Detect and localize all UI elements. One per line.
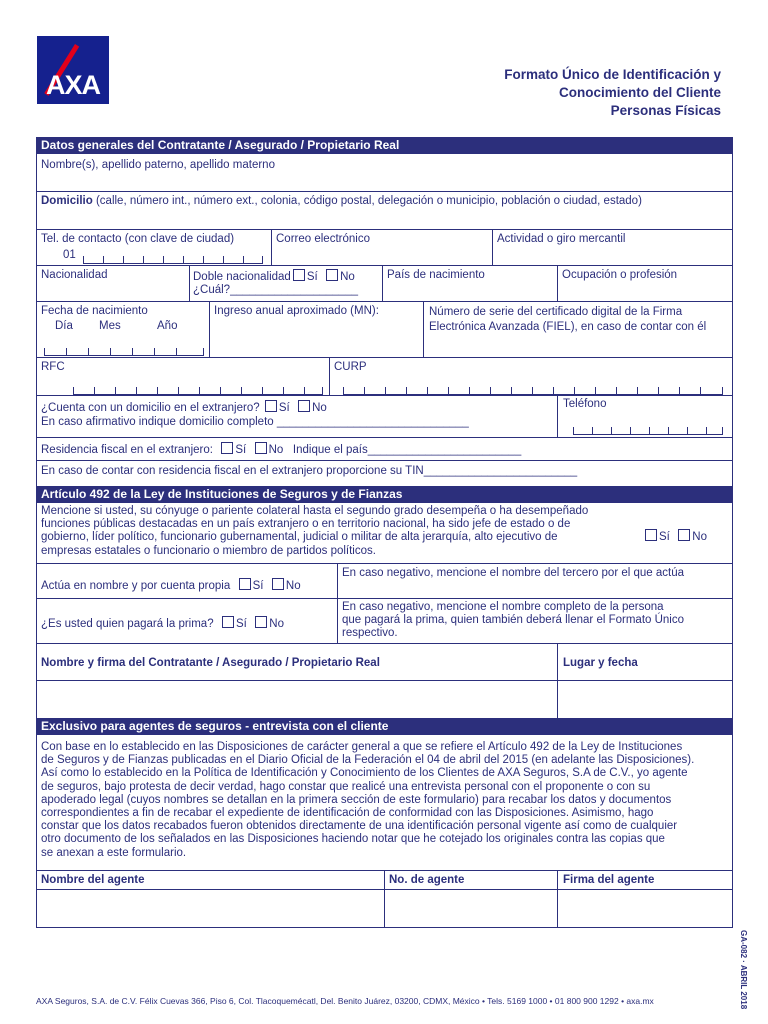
no-label: No	[269, 618, 284, 630]
divider	[36, 680, 733, 681]
mencione-line-1: Mencione si usted, su cónyuge o pariente colateral hasta el segundo grado desempeña o ha desempeñado	[41, 505, 589, 517]
divider	[271, 229, 272, 265]
residencia-fiscal	[41, 442, 521, 456]
agent-paragraph-line: correspondientes a fin de recabar el expediente de identificación de conformidad con las Disposiciones. Asimismo, hago	[41, 807, 654, 820]
si-label: Sí	[278, 402, 290, 414]
divider	[36, 889, 733, 890]
pep-si-checkbox[interactable]	[645, 529, 657, 541]
negativo-pagara-paragraph	[342, 601, 728, 641]
agent-paragraph-line: Así como lo establecido en la Política de Identificación y Conocimiento de los Clientes de AXA Seguros, S.A de C.V., yo agente	[41, 767, 688, 780]
agent-paragraph-line: otro documento de los señalados en las Disposiciones haciendo notar que he cotejado los originales contra las copias que	[41, 833, 665, 846]
negativo-tercero-label: En caso negativo, mencione el nombre del tercero por el que actúa	[342, 567, 685, 579]
extranjero-si-checkbox[interactable]	[265, 400, 277, 412]
residencia-si-checkbox[interactable]	[221, 442, 233, 454]
pagara-no-checkbox[interactable]	[255, 616, 267, 628]
title-line-2: Conocimiento del Cliente	[558, 85, 721, 100]
si-label: Sí	[659, 531, 670, 543]
pagara-label: ¿Es usted quien pagará la prima?	[41, 618, 214, 630]
neg-pagara-line-2: que pagará la prima, quien también deberá llenar el Formato Único	[342, 614, 685, 627]
title-line-3: Personas Físicas	[610, 103, 721, 118]
divider	[189, 265, 190, 301]
anio-label: Año	[157, 320, 178, 332]
telefono-label: Teléfono	[563, 398, 607, 410]
ocupacion-label: Ocupación o profesión	[562, 269, 678, 281]
frame-left	[36, 137, 37, 928]
actua-row	[41, 578, 301, 592]
divider	[36, 395, 733, 396]
actua-si-checkbox[interactable]	[239, 578, 251, 590]
footer-address: AXA Seguros, S.A. de C.V. Félix Cuevas 366, Piso 6, Col. Tlacoquemécatl, Del. Benito Juárez, 03200, CDMX, México • Tels. 5169 1000 • 01 800 900 1292 • axa.mx	[36, 996, 654, 1006]
si-label: Sí	[235, 444, 247, 456]
neg-pagara-line-1: En caso negativo, mencione el nombre completo de la persona	[342, 601, 664, 613]
firma-contratante-label: Nombre y firma del Contratante / Asegurado / Propietario Real	[41, 657, 380, 669]
mes-label: Mes	[99, 320, 121, 332]
nombre-agente-label: Nombre del agente	[41, 874, 145, 886]
divider	[492, 229, 493, 265]
tin-label: En caso de contar con residencia fiscal en el extranjero proporcione su TIN________________________	[41, 465, 578, 477]
doble-nac-si-checkbox[interactable]	[293, 269, 305, 281]
tel-prefix: 01	[63, 249, 76, 261]
curp-ticks	[343, 386, 723, 395]
agent-paragraph	[41, 741, 729, 860]
tel-ticks	[83, 255, 263, 264]
agent-paragraph-line: de seguros, bajo protesta de decir verdad, hago constar que realicé una entrevista personal con el proponente o con su	[41, 780, 651, 793]
pagara-si-checkbox[interactable]	[222, 616, 234, 628]
nacionalidad-label: Nacionalidad	[41, 269, 108, 281]
form-code: GA-082 · ABRIL 2018	[739, 930, 748, 1010]
ingreso-label: Ingreso anual aproximado (MN):	[214, 305, 379, 317]
title-line-1: Formato Único de Identificación y	[504, 67, 721, 82]
domicilio-desc: (calle, número int., número ext., colonia, código postal, delegación o municipio, población o ciudad, estado)	[95, 195, 642, 207]
divider	[36, 229, 733, 230]
divider	[423, 301, 424, 357]
no-label: No	[692, 531, 707, 543]
correo-label: Correo electrónico	[276, 233, 370, 245]
divider	[209, 301, 210, 357]
doble-nac-no-checkbox[interactable]	[326, 269, 338, 281]
si-label: Sí	[236, 618, 247, 630]
neg-pagara-line-3: respectivo.	[342, 627, 398, 640]
pais-nacimiento-label: País de nacimiento	[387, 269, 485, 281]
agent-paragraph-line: apoderado legal (cuyos nombres se detallan en la primera sección de este formulario) para recabar los datos y documentos	[41, 793, 672, 806]
domicilio-extranjero	[41, 400, 327, 414]
lugar-fecha-label: Lugar y fecha	[563, 657, 638, 669]
divider	[36, 460, 733, 461]
frame-right	[732, 137, 733, 928]
no-label: No	[268, 444, 284, 456]
tel-label: Tel. de contacto (con clave de ciudad)	[41, 233, 235, 245]
no-label: No	[312, 402, 327, 414]
indique-pais-label: Indique el país________________________	[292, 444, 522, 456]
mencione-line-2: funciones públicas destacadas en un país extranjero o en territorio nacional, ha sido jefe de estado o de	[41, 518, 571, 531]
agent-paragraph-line: constar que los datos recabados fueron obtenidos directamente de una identificación personal vigente así como de cualquier	[41, 820, 678, 833]
pagara-row	[41, 616, 284, 630]
frame-bottom	[36, 927, 733, 928]
agent-paragraph-line: Con base en lo establecido en las Disposiciones de carácter general a que se refiere el Artículo 492 de la Ley de Instituciones	[41, 741, 683, 753]
no-label: No	[340, 271, 355, 283]
mencione-paragraph	[41, 505, 631, 558]
residencia-label: Residencia fiscal en el extranjero:	[41, 444, 213, 456]
divider	[384, 870, 385, 927]
logo-text: AXA	[45, 70, 100, 100]
agent-paragraph-line: se anexan a este formulario.	[41, 846, 187, 859]
extranjero-question: ¿Cuenta con un domicilio en el extranjero?	[41, 402, 260, 414]
rfc-label: RFC	[41, 361, 65, 373]
divider	[557, 870, 558, 927]
si-label: Sí	[252, 580, 264, 592]
axa-logo	[37, 36, 109, 104]
divider	[557, 395, 558, 437]
no-agente-label: No. de agente	[389, 874, 465, 886]
divider	[36, 437, 733, 438]
actua-label: Actúa en nombre y por cuenta propia	[41, 580, 231, 592]
residencia-no-checkbox[interactable]	[255, 442, 267, 454]
extranjero-afirmativo: En caso afirmativo indique domicilio completo ______________________________	[41, 416, 469, 428]
divider	[337, 563, 338, 643]
rfc-ticks	[73, 386, 323, 395]
doble-nac-label: Doble nacionalidad	[193, 271, 291, 283]
pep-no-checkbox[interactable]	[678, 529, 690, 541]
si-label: Sí	[306, 271, 318, 283]
divider	[36, 357, 733, 358]
divider	[36, 563, 733, 564]
fecha-ticks	[44, 347, 204, 356]
actua-no-checkbox[interactable]	[272, 578, 284, 590]
domicilio-bold: Domicilio	[41, 195, 93, 207]
fiel-label-2: Electrónica Avanzada (FIEL), en caso de contar con él	[429, 321, 707, 333]
divider	[557, 265, 558, 301]
cual-label: ¿Cuál?____________________	[193, 284, 358, 296]
mencione-line-4: empresas estatales o funcionario o miembro de partidos políticos.	[41, 544, 376, 557]
fecha-nacimiento-label: Fecha de nacimiento	[41, 305, 148, 317]
section-article-492-header: Artículo 492 de la Ley de Instituciones de Seguros y de Fianzas	[36, 486, 733, 503]
divider	[329, 357, 330, 395]
section-general-data-header: Datos generales del Contratante / Asegurado / Propietario Real	[36, 137, 733, 154]
telefono-ticks	[573, 426, 723, 435]
no-label: No	[285, 580, 301, 592]
agent-paragraph-line: de Seguros y de Fianzas publicadas en el Diario Oficial de la Federación el 04 de abril del 2015 (en adelante las Disposiciones).	[41, 754, 695, 767]
divider	[36, 265, 733, 266]
divider	[36, 598, 733, 599]
divider	[382, 265, 383, 301]
curp-label: CURP	[334, 361, 367, 373]
dia-label: Día	[55, 320, 73, 332]
firma-agente-label: Firma del agente	[563, 874, 655, 886]
domicilio-label	[41, 195, 642, 207]
extranjero-no-checkbox[interactable]	[298, 400, 310, 412]
divider	[36, 301, 733, 302]
mencione-line-3: gobierno, líder político, funcionario gubernamental, judicial o militar de alta jerarquía, alto ejecutivo de	[41, 531, 558, 544]
section-agent-header: Exclusivo para agentes de seguros - entrevista con el cliente	[36, 718, 733, 735]
nombre-label: Nombre(s), apellido paterno, apellido materno	[41, 159, 275, 171]
doble-nacionalidad	[193, 269, 355, 283]
actividad-label: Actividad o giro mercantil	[497, 233, 626, 245]
divider	[36, 191, 733, 192]
fiel-label-1: Número de serie del certificado digital de la Firma	[429, 306, 683, 318]
divider	[36, 643, 733, 644]
form-title	[504, 66, 721, 120]
pep-options	[643, 529, 707, 543]
